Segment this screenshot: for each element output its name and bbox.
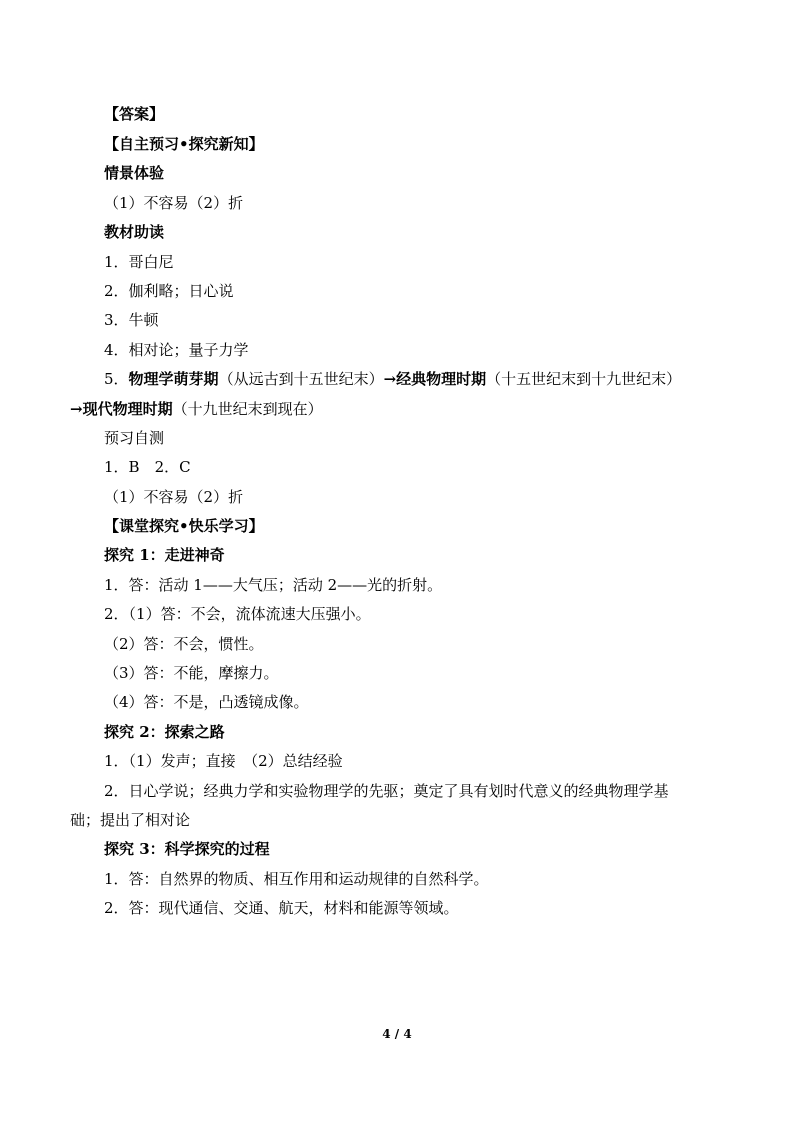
subheading-inquiry-2: 探究 2：探索之路 [104, 723, 225, 741]
section-title-classroom: 【课堂探究•快乐学习】 [104, 517, 264, 535]
inquiry-1-answer-3: （2）答：不会，惯性。 [104, 635, 264, 653]
textbook-answer-1: 1．哥白尼 [104, 253, 174, 271]
inquiry-2-answer-2-cont: 础；提出了相对论 [70, 811, 191, 829]
answer-5-period-1: 物理学萌芽期 [128, 370, 219, 388]
textbook-answer-5-cont [70, 399, 323, 419]
subheading-textbook: 教材助读 [104, 223, 165, 241]
answer-5-period-2-range: （十五世纪末到十九世纪末） [486, 370, 682, 388]
self-test-answer-2: （1）不容易（2）折 [104, 488, 244, 506]
answer-5-period-3-range: （十九世纪末到现在） [172, 400, 323, 418]
answer-5-period-2: →经典物理时期 [383, 370, 487, 388]
inquiry-1-answer-1: 1．答：活动 1——大气压；活动 2——光的折射。 [104, 576, 443, 594]
inquiry-1-answer-4: （3）答：不能，摩擦力。 [104, 664, 279, 682]
textbook-answer-2: 2．伽利略；日心说 [104, 282, 234, 300]
textbook-answer-4: 4．相对论；量子力学 [104, 341, 249, 359]
inquiry-3-answer-2: 2．答：现代通信、交通、航天，材料和能源等领域。 [104, 899, 459, 917]
inquiry-2-answer-1: 1．（1）发声；直接 （2）总结经验 [104, 752, 343, 770]
subheading-self-test: 预习自测 [104, 429, 165, 447]
inquiry-3-answer-1: 1．答：自然界的物质、相互作用和运动规律的自然科学。 [104, 870, 489, 888]
page-number: 4 / 4 [382, 1027, 412, 1041]
inquiry-1-answer-5: （4）答：不是，凸透镜成像。 [104, 693, 309, 711]
answer-5-number: 5． [104, 370, 129, 388]
self-test-answer-1: 1．B 2．C [104, 458, 191, 476]
subheading-inquiry-1: 探究 1：走进神奇 [104, 546, 225, 564]
answer-5-period-3: →现代物理时期 [70, 400, 173, 418]
inquiry-1-answer-2: 2．（1）答：不会，流体流速大压强小。 [104, 605, 371, 623]
subheading-inquiry-3: 探究 3：科学探究的过程 [104, 840, 270, 858]
textbook-answer-3: 3．牛顿 [104, 311, 159, 329]
section-title-preview: 【自主预习•探究新知】 [104, 135, 264, 153]
textbook-answer-5 [104, 369, 681, 389]
answer-5-period-1-range: （从远古到十五世纪末） [218, 370, 384, 388]
subheading-scenario: 情景体验 [104, 164, 165, 182]
inquiry-2-answer-2: 2．日心学说；经典力学和实验物理学的先驱；奠定了具有划时代意义的经典物理学基 [104, 782, 669, 800]
answer-heading: 【答案】 [104, 105, 165, 123]
scenario-answer: （1）不容易（2）折 [104, 194, 244, 212]
